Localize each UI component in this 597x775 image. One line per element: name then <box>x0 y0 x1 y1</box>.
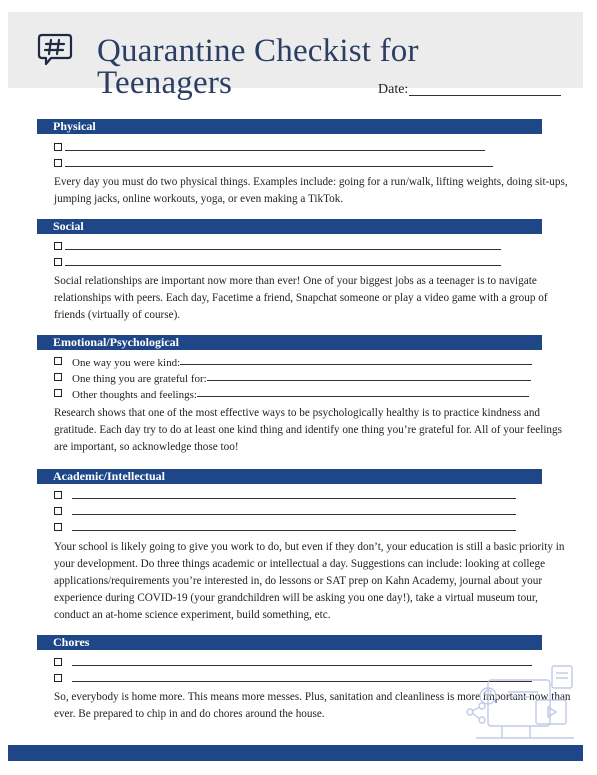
answer-line[interactable] <box>65 240 501 250</box>
checklist-item[interactable] <box>54 489 516 505</box>
checklist-item[interactable] <box>54 387 529 403</box>
section-description-emotional: Research shows that one of the most effective ways to be psychologically healthy is to practice kindness and gratitude. Each day try to do at least one kind thing and identify one thing you’re grateful for. All of your feelings are important, so acknowledge those too! <box>54 407 562 453</box>
section-heading-academic: Academic/Intellectual <box>37 469 542 484</box>
checkbox[interactable] <box>54 242 62 250</box>
checklist-item[interactable] <box>54 240 501 256</box>
checkbox[interactable] <box>54 658 62 666</box>
checklist-item[interactable] <box>54 256 501 272</box>
section-description-academic: Your school is likely going to give you work to do, but even if they don’t, your education is still a basic priority in your development. Do three things academic or intellectual a day. Suggestions can include: looking at college applications/requirements you’re interested in, do lessons or SAT prep on Kahn Academy, journal about your experience during COVID-19 (your grandchildren will be asking you one day!), take a virtual museum tour, conduct an at-home science experiment, build something, etc. <box>54 541 565 621</box>
answer-line[interactable] <box>207 371 531 381</box>
prompt-label: One way you were kind: <box>72 357 181 369</box>
checkbox[interactable] <box>54 258 62 266</box>
checkbox[interactable] <box>54 389 62 397</box>
prompt-label: Other thoughts and feelings: <box>72 389 197 401</box>
checkbox[interactable] <box>54 357 62 365</box>
footer-bar <box>8 745 583 761</box>
title-line-2: Teenagers <box>97 65 233 101</box>
section-description-physical: Every day you must do two physical things. Examples include: going for a run/walk, lifting weights, doing sit-ups, jumping jacks, online workouts, yoga, or even making a TikTok. <box>54 176 568 205</box>
checklist-item[interactable] <box>54 141 485 157</box>
checkbox[interactable] <box>54 674 62 682</box>
answer-line[interactable] <box>65 141 485 151</box>
section-heading-emotional: Emotional/Psychological <box>37 335 542 350</box>
section-heading-physical: Physical <box>37 119 542 134</box>
answer-line[interactable] <box>65 256 501 266</box>
page-title <box>97 35 419 99</box>
answer-line[interactable] <box>72 505 516 515</box>
answer-line[interactable] <box>180 355 532 365</box>
answer-line[interactable] <box>197 387 529 397</box>
checklist-item[interactable] <box>54 355 532 371</box>
checklist-item[interactable] <box>54 521 516 537</box>
date-field[interactable] <box>409 95 561 96</box>
answer-line[interactable] <box>65 157 493 167</box>
date-label: Date: <box>378 82 409 97</box>
section-description-chores: So, everybody is home more. This means more messes. Plus, sanitation and cleanliness is more important now than ever. Be prepared to chip in and do chores around the house. <box>54 691 571 720</box>
prompt-label: One thing you are grateful for: <box>72 373 207 385</box>
checklist-item[interactable] <box>54 157 493 173</box>
section-heading-chores: Chores <box>37 635 542 650</box>
checklist-item[interactable] <box>54 505 516 521</box>
checkbox[interactable] <box>54 523 62 531</box>
section-heading-social: Social <box>37 219 542 234</box>
checkbox[interactable] <box>54 507 62 515</box>
section-description-social: Social relationships are important now more than ever! One of your biggest jobs as a teenager is to navigate relationships with peers. Each day, Facetime a friend, Snapchat someone or play a video game with a group of friends (virtually of course). <box>54 275 548 321</box>
checkbox[interactable] <box>54 491 62 499</box>
title-line-1: Quarantine Checkist for <box>97 33 419 69</box>
hashtag-chat-icon <box>37 33 73 67</box>
answer-line[interactable] <box>72 489 516 499</box>
checkbox[interactable] <box>54 143 62 151</box>
answer-line[interactable] <box>72 521 516 531</box>
checkbox[interactable] <box>54 373 62 381</box>
social-media-illustration-icon <box>458 660 576 744</box>
checkbox[interactable] <box>54 159 62 167</box>
checklist-item[interactable] <box>54 371 531 387</box>
